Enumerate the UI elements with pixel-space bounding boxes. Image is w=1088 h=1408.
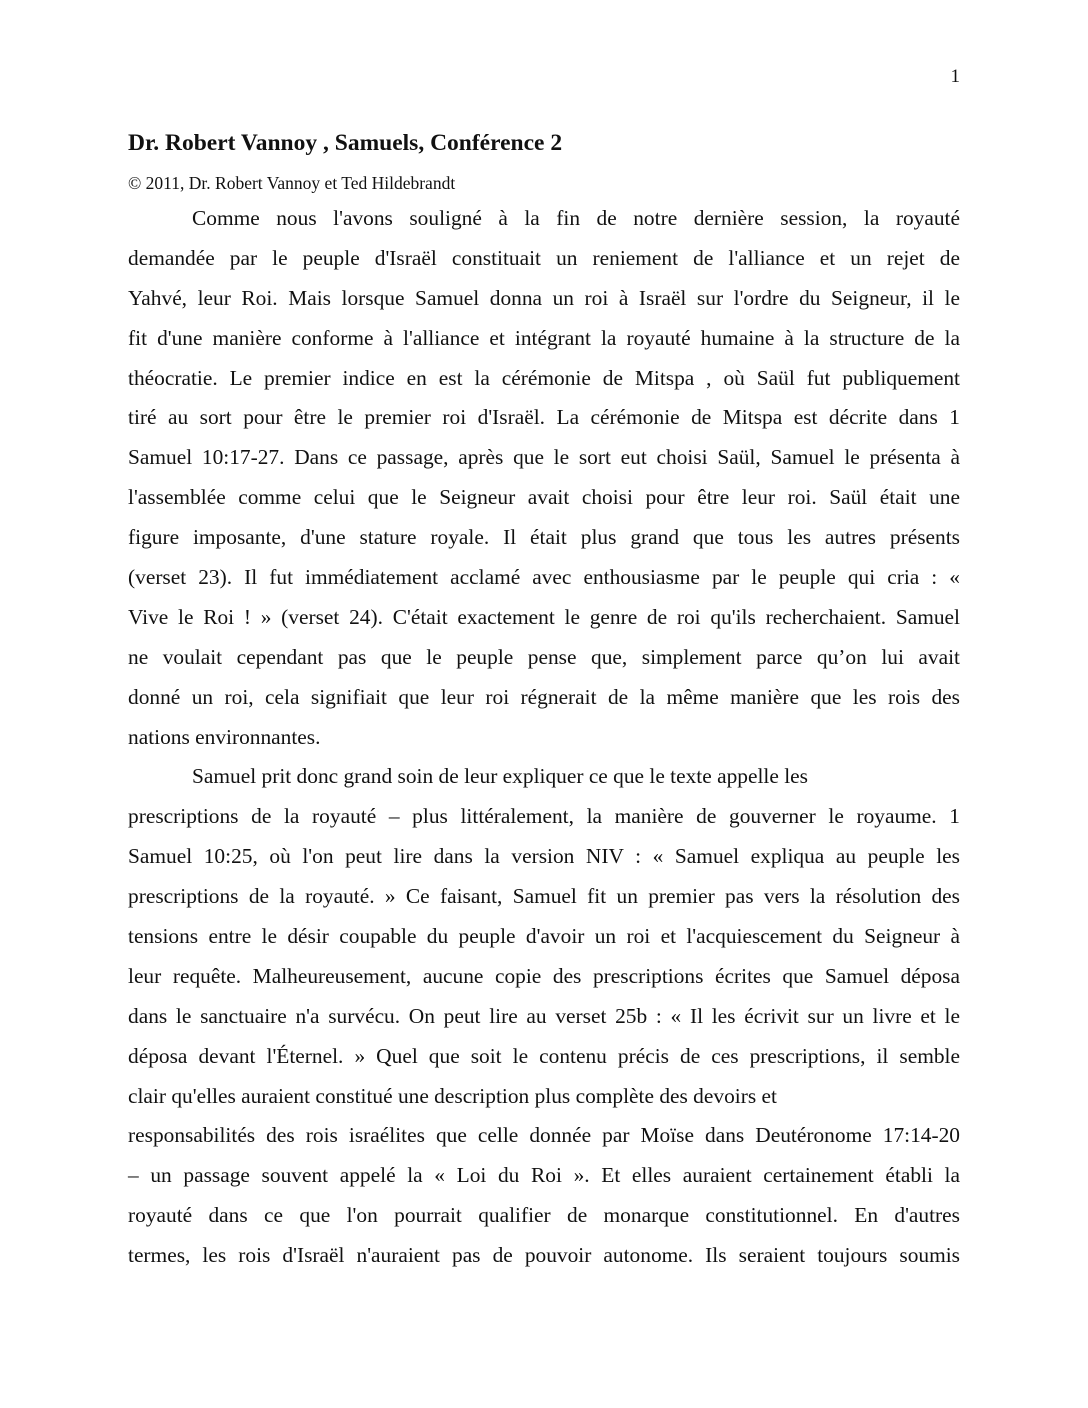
text-line: nations environnantes.: [128, 724, 321, 749]
text-line: clair qu'elles auraient constitué une description plus complète des devoirs et: [128, 1083, 777, 1108]
text-line: termes, les rois d'Israël n'auraient pas de pouvoir autonome. Ils seraient toujours soumis: [128, 1243, 960, 1268]
body-text: [128, 199, 960, 1276]
text-line: Comme nous l'avons souligné à la fin de notre dernière session, la royauté: [192, 206, 960, 230]
text-line: prescriptions de la royauté – plus littéralement, la manière de gouverner le royaume. 1: [128, 804, 960, 829]
text-line: leur requête. Malheureusement, aucune copie des prescriptions écrites que Samuel déposa: [128, 963, 960, 988]
text-line: Vive le Roi ! » (verset 24). C'était exactement le genre de roi qu'ils recherchaient. Samuel: [128, 604, 960, 629]
text-line: tensions entre le désir coupable du peuple d'avoir un roi et l'acquiescement du Seigneur à: [128, 924, 960, 949]
text-line: responsabilités des rois israélites que celle donnée par Moïse dans Deutéronome 17:14-20: [128, 1123, 960, 1148]
text-line: figure imposante, d'une stature royale. Il était plus grand que tous les autres présents: [128, 525, 960, 550]
text-line: Samuel prit donc grand soin de leur expliquer ce que le texte appelle les: [192, 764, 808, 789]
text-line: Samuel 10:17-27. Dans ce passage, après que le sort eut choisi Saül, Samuel le présenta à: [128, 445, 960, 470]
text-line: royauté dans ce que l'on pourrait qualifier de monarque constitutionnel. En d'autres: [128, 1203, 960, 1228]
text-line: ne voulait cependant pas que le peuple pense que, simplement parce qu’on lui avait: [128, 644, 960, 669]
text-line: Yahvé, leur Roi. Mais lorsque Samuel donna un roi à Israël sur l'ordre du Seigneur, il le: [128, 285, 960, 310]
text-line: l'assemblée comme celui que le Seigneur avait choisi pour être leur roi. Saül était une: [128, 485, 960, 510]
page-number: 1: [950, 66, 960, 87]
paragraph: [128, 757, 960, 1276]
text-line: (verset 23). Il fut immédiatement acclamé avec enthousiasme par le peuple qui cria : «: [128, 565, 960, 590]
copyright-line: © 2011, Dr. Robert Vannoy et Ted Hildebrandt: [128, 173, 456, 193]
text-line: fit d'une manière conforme à l'alliance et intégrant la royauté humaine à la structure de la: [128, 325, 960, 350]
text-line: prescriptions de la royauté. » Ce faisant, Samuel fit un premier pas vers la résolution des: [128, 884, 960, 909]
text-line: théocratie. Le premier indice en est la cérémonie de Mitspa , où Saül fut publiquement: [128, 365, 960, 390]
text-line: tiré au sort pour être le premier roi d'Israël. La cérémonie de Mitspa est décrite dans 1: [128, 405, 960, 430]
text-line: donné un roi, cela signifiait que leur roi régnerait de la même manière que les rois des: [128, 684, 960, 709]
text-line: Samuel 10:25, où l'on peut lire dans la version NIV : « Samuel expliqua au peuple les: [128, 844, 960, 869]
text-line: dans le sanctuaire n'a survécu. On peut lire au verset 25b : « Il les écrivit sur un livre et le: [128, 1003, 960, 1028]
text-line: déposa devant l'Éternel. » Quel que soit le contenu précis de ces prescriptions, il semble: [128, 1043, 960, 1068]
text-line: demandée par le peuple d'Israël constituait un reniement de l'alliance et un rejet de: [128, 245, 960, 270]
paragraph: [128, 199, 960, 757]
text-line: – un passage souvent appelé la « Loi du Roi ». Et elles auraient certainement établi la: [128, 1163, 960, 1188]
document-title: Dr. Robert Vannoy , Samuels, Conférence 2: [128, 130, 563, 156]
